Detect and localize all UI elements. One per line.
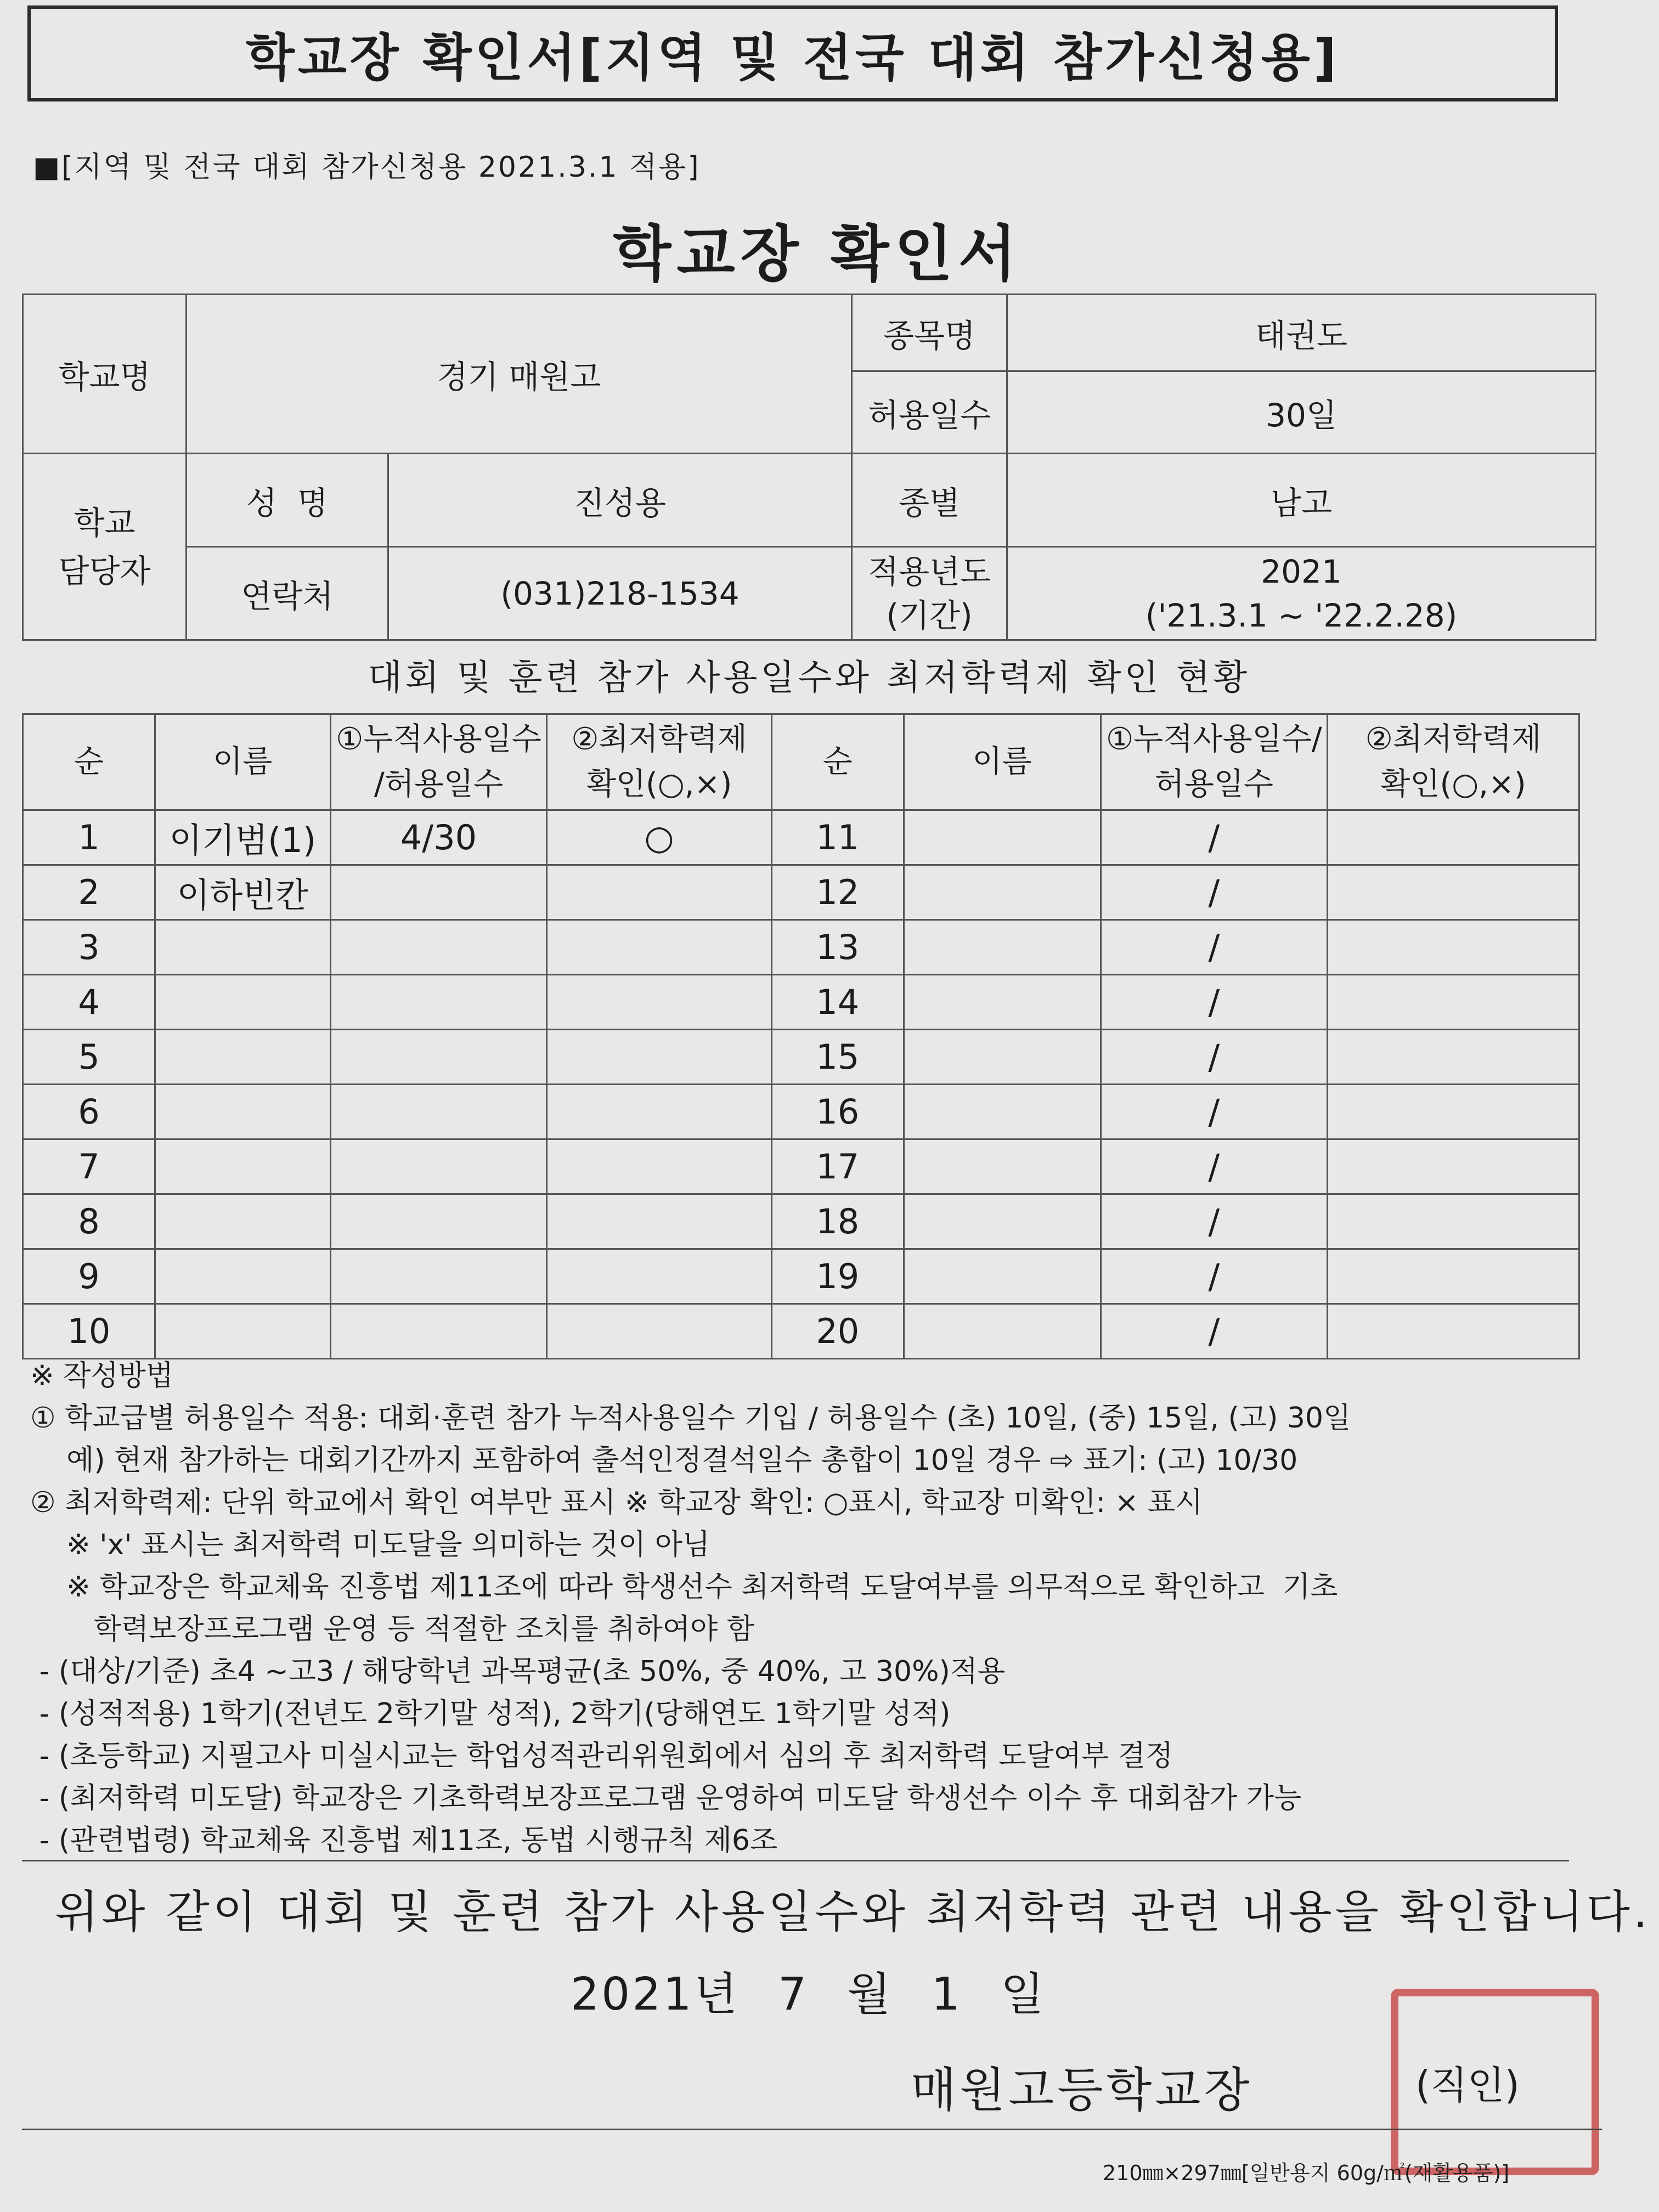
row-days-2: / <box>1101 1304 1327 1359</box>
row-num-2: 13 <box>771 920 904 975</box>
manager-label: 학교 담당자 <box>23 454 187 640</box>
row-num-2: 15 <box>771 1030 904 1085</box>
confirm-statement: 위와 같이 대회 및 훈련 참가 사용일수와 최저학력 관련 내용을 확인합니다. <box>55 1886 1651 1938</box>
table-row <box>23 920 1579 975</box>
divider <box>22 2129 1602 2130</box>
row-days-2: / <box>1101 865 1327 920</box>
issue-date: 2021년 7 월 1 일 <box>571 1968 1046 2021</box>
school-value: 경기 매원고 <box>187 295 852 454</box>
row-name-2 <box>904 1030 1101 1085</box>
row-num-2: 14 <box>771 975 904 1030</box>
row-num: 4 <box>23 975 155 1030</box>
row-academic <box>547 975 772 1030</box>
event-label: 종목명 <box>852 295 1007 371</box>
row-days <box>330 1085 547 1139</box>
header-academic-2: ②최저학력제 확인(○,×) <box>1328 714 1579 810</box>
row-num-2: 19 <box>771 1249 904 1304</box>
row-days: 4/30 <box>330 810 547 865</box>
note-line: ※ 작성방법 <box>30 1359 174 1392</box>
table-row <box>23 1085 1579 1139</box>
principal-signature: 매원고등학교장 <box>911 2063 1253 2118</box>
row-days-2: / <box>1101 1194 1327 1249</box>
row-academic <box>547 1085 772 1139</box>
note-line: ② 최저학력제: 단위 학교에서 확인 여부만 표시 ※ 학교장 확인: ○표시, 학교장 미확인: × 표시 <box>30 1486 1203 1519</box>
note-line: ※ 학교장은 학교체육 진흥법 제11조에 따라 학생선수 최저학력 도달여부를 의무적으로 확인하고 기초 <box>30 1571 1338 1604</box>
note-line: - (관련법령) 학교체육 진흥법 제11조, 동법 시행규칙 제6조 <box>30 1824 778 1857</box>
row-num: 10 <box>23 1304 155 1359</box>
row-num: 5 <box>23 1030 155 1085</box>
row-name-2 <box>904 1249 1101 1304</box>
row-days <box>330 1139 547 1194</box>
header-days: ①누적사용일수 /허용일수 <box>330 714 547 810</box>
row-days-2: / <box>1101 1249 1327 1304</box>
row-num: 3 <box>23 920 155 975</box>
table-row <box>23 865 1579 920</box>
row-name: 이기범(1) <box>155 810 330 865</box>
row-academic-2 <box>1328 1030 1579 1085</box>
allowed-days-label: 허용일수 <box>852 371 1007 454</box>
row-academic <box>547 1030 772 1085</box>
note-line: - (성적적용) 1학기(전년도 2학기말 성적), 2학기(당해연도 1학기말 성적) <box>30 1697 951 1730</box>
note-line: ※ 'x' 표시는 최저학력 미도달을 의미하는 것이 아님 <box>30 1528 710 1561</box>
contact-value: (031)218-1534 <box>388 547 852 640</box>
row-academic-2 <box>1328 1139 1579 1194</box>
row-num: 1 <box>23 810 155 865</box>
divider <box>22 1860 1569 1861</box>
year-value: 2021 ('21.3.1 ~ '22.2.28) <box>1007 547 1596 640</box>
row-num: 9 <box>23 1249 155 1304</box>
row-name-2 <box>904 920 1101 975</box>
row-name <box>155 1194 330 1249</box>
row-num-2: 12 <box>771 865 904 920</box>
row-academic-2 <box>1328 1085 1579 1139</box>
row-name <box>155 920 330 975</box>
school-label: 학교명 <box>23 295 187 454</box>
name-value: 진성용 <box>388 454 852 547</box>
row-name-2 <box>904 810 1101 865</box>
row-num-2: 11 <box>771 810 904 865</box>
contact-label: 연락처 <box>187 547 388 640</box>
header-num-2: 순 <box>771 714 904 810</box>
row-academic <box>547 1194 772 1249</box>
row-days-2: / <box>1101 1030 1327 1085</box>
form-title: 학교장 확인서 <box>613 219 1022 289</box>
row-days <box>330 920 547 975</box>
table-row <box>23 1139 1579 1194</box>
row-name-2 <box>904 1085 1101 1139</box>
row-name <box>155 1139 330 1194</box>
row-name <box>155 1085 330 1139</box>
row-name <box>155 1030 330 1085</box>
note-line: - (초등학교) 지필고사 미실시교는 학업성적관리위원회에서 심의 후 최저학력 도달여부 결정 <box>30 1740 1173 1773</box>
header-num: 순 <box>23 714 155 810</box>
row-days-2: / <box>1101 810 1327 865</box>
section-title: 대회 및 훈련 참가 사용일수와 최저학력제 확인 현황 <box>368 658 1251 698</box>
row-days <box>330 865 547 920</box>
row-academic-2 <box>1328 810 1579 865</box>
row-days <box>330 1030 547 1085</box>
row-academic <box>547 1139 772 1194</box>
row-academic-2 <box>1328 920 1579 975</box>
row-academic: ○ <box>547 810 772 865</box>
row-name <box>155 975 330 1030</box>
row-num: 8 <box>23 1194 155 1249</box>
row-days <box>330 1194 547 1249</box>
row-days-2: / <box>1101 1139 1327 1194</box>
event-value: 태권도 <box>1007 295 1596 371</box>
table-row <box>23 1249 1579 1304</box>
row-name-2 <box>904 1194 1101 1249</box>
row-name <box>155 1249 330 1304</box>
row-name-2 <box>904 1139 1101 1194</box>
row-days-2: / <box>1101 920 1327 975</box>
row-academic <box>547 1249 772 1304</box>
row-academic <box>547 920 772 975</box>
paper-spec-footer: 210㎜×297㎜[일반용지 60g/㎡(재활용품)] <box>1103 2161 1510 2185</box>
row-name-2 <box>904 1304 1101 1359</box>
row-num: 2 <box>23 865 155 920</box>
header-name: 이름 <box>155 714 330 810</box>
row-name: 이하빈칸 <box>155 865 330 920</box>
row-academic-2 <box>1328 1249 1579 1304</box>
note-line: ① 학교급별 허용일수 적용: 대회·훈련 참가 누적사용일수 기입 / 허용일수 (초) 10일, (중) 15일, (고) 30일 <box>30 1402 1351 1435</box>
row-academic-2 <box>1328 975 1579 1030</box>
row-num-2: 16 <box>771 1085 904 1139</box>
banner-title: 학교장 확인서[지역 및 전국 대회 참가신청용] <box>27 5 1558 101</box>
note-line: 예) 현재 참가하는 대회기간까지 포함하여 출석인정결석일수 총합이 10일 경우 ⇨ 표기: (고) 10/30 <box>30 1444 1298 1477</box>
row-days-2: / <box>1101 1085 1327 1139</box>
row-num: 6 <box>23 1085 155 1139</box>
row-days <box>330 1249 547 1304</box>
header-name-2: 이름 <box>904 714 1101 810</box>
row-academic <box>547 1304 772 1359</box>
row-name <box>155 1304 330 1359</box>
row-days <box>330 1304 547 1359</box>
row-days <box>330 975 547 1030</box>
row-name-2 <box>904 975 1101 1030</box>
table-row <box>23 1030 1579 1085</box>
note-line: - (최저학력 미도달) 학교장은 기초학력보장프로그램 운영하여 미도달 학생선수 이수 후 대회참가 가능 <box>30 1782 1302 1815</box>
type-label: 종별 <box>852 454 1007 547</box>
row-num-2: 18 <box>771 1194 904 1249</box>
note-line: 학력보장프로그램 운영 등 적절한 조치를 취하여야 함 <box>30 1613 754 1646</box>
seal-mark-label: (직인) <box>1415 2063 1520 2108</box>
roster-table <box>22 713 1580 1359</box>
row-name-2 <box>904 865 1101 920</box>
table-row <box>23 810 1579 865</box>
form-subheader: ■[지역 및 전국 대회 참가신청용 2021.3.1 적용] <box>33 151 701 184</box>
info-table <box>22 294 1596 641</box>
name-label: 성 명 <box>187 454 388 547</box>
instructions-notes <box>30 1355 1599 1862</box>
row-num-2: 17 <box>771 1139 904 1194</box>
type-value: 남고 <box>1007 454 1596 547</box>
header-days-2: ①누적사용일수/ 허용일수 <box>1101 714 1327 810</box>
table-row <box>23 975 1579 1030</box>
allowed-days-value: 30일 <box>1007 371 1596 454</box>
row-num-2: 20 <box>771 1304 904 1359</box>
row-academic-2 <box>1328 1304 1579 1359</box>
row-days-2: / <box>1101 975 1327 1030</box>
row-num: 7 <box>23 1139 155 1194</box>
row-academic <box>547 865 772 920</box>
note-line: - (대상/기준) 초4 ~고3 / 해당학년 과목평균(초 50%, 중 40%, 고 30%)적용 <box>30 1655 1006 1688</box>
table-row <box>23 1304 1579 1359</box>
year-label: 적용년도 (기간) <box>852 547 1007 640</box>
header-academic: ②최저학력제 확인(○,×) <box>547 714 772 810</box>
row-academic-2 <box>1328 865 1579 920</box>
row-academic-2 <box>1328 1194 1579 1249</box>
table-row <box>23 1194 1579 1249</box>
